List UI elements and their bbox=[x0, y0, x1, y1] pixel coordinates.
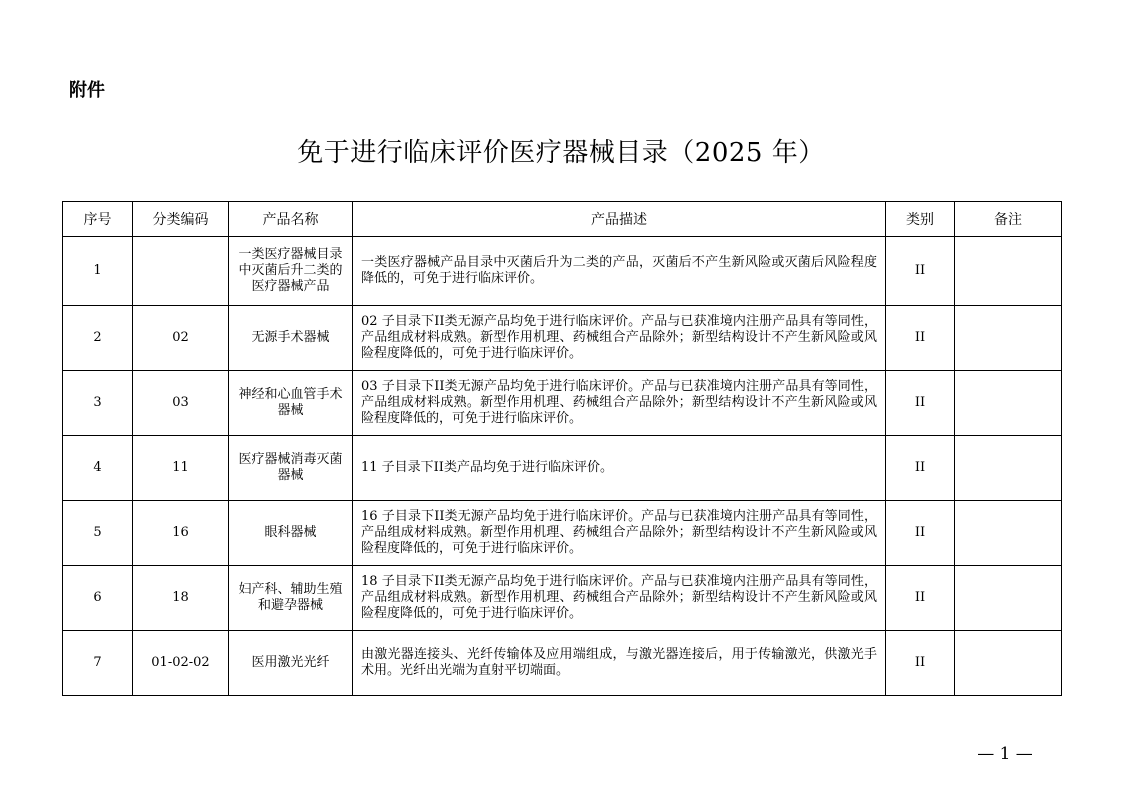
header-product-name: 产品名称 bbox=[229, 202, 353, 237]
cell-description: 02 子目录下II类无源产品均免于进行临床评价。产品与已获准境内注册产品具有等同性，产品组成材料成熟。新型作用机理、药械组合产品除外；新型结构设计不产生新风险或风险程度降低的，可免于进行临床评价。 bbox=[353, 306, 886, 371]
table-row bbox=[63, 631, 1062, 696]
table-row bbox=[63, 436, 1062, 501]
cell-product-name: 妇产科、辅助生殖和避孕器械 bbox=[229, 566, 353, 631]
table-row bbox=[63, 371, 1062, 436]
cell-class: II bbox=[886, 501, 955, 566]
cell-product-name: 医用激光光纤 bbox=[229, 631, 353, 696]
catalog-table bbox=[62, 201, 1062, 696]
table-row bbox=[63, 566, 1062, 631]
cell-class: II bbox=[886, 436, 955, 501]
cell-product-name: 一类医疗器械目录中灭菌后升二类的医疗器械产品 bbox=[229, 237, 353, 306]
cell-code bbox=[133, 237, 229, 306]
cell-remarks bbox=[955, 566, 1062, 631]
cell-remarks bbox=[955, 631, 1062, 696]
cell-code: 03 bbox=[133, 371, 229, 436]
header-serial: 序号 bbox=[63, 202, 133, 237]
header-remarks: 备注 bbox=[955, 202, 1062, 237]
cell-serial: 7 bbox=[63, 631, 133, 696]
cell-serial: 2 bbox=[63, 306, 133, 371]
cell-description: 03 子目录下II类无源产品均免于进行临床评价。产品与已获准境内注册产品具有等同性，产品组成材料成熟。新型作用机理、药械组合产品除外；新型结构设计不产生新风险或风险程度降低的，可免于进行临床评价。 bbox=[353, 371, 886, 436]
table-header-row bbox=[63, 202, 1062, 237]
header-category-code: 分类编码 bbox=[133, 202, 229, 237]
cell-class: II bbox=[886, 631, 955, 696]
cell-remarks bbox=[955, 436, 1062, 501]
document-title: 免于进行临床评价医疗器械目录（2025 年） bbox=[297, 138, 825, 168]
cell-code: 18 bbox=[133, 566, 229, 631]
cell-class: II bbox=[886, 371, 955, 436]
attachment-label: 附件 bbox=[69, 80, 105, 101]
cell-product-name: 医疗器械消毒灭菌器械 bbox=[229, 436, 353, 501]
cell-code: 02 bbox=[133, 306, 229, 371]
page-number: — 1 — bbox=[977, 744, 1033, 764]
cell-description: 18 子目录下II类无源产品均免于进行临床评价。产品与已获准境内注册产品具有等同性，产品组成材料成熟。新型作用机理、药械组合产品除外；新型结构设计不产生新风险或风险程度降低的，可免于进行临床评价。 bbox=[353, 566, 886, 631]
cell-class: II bbox=[886, 306, 955, 371]
cell-class: II bbox=[886, 566, 955, 631]
header-class: 类别 bbox=[886, 202, 955, 237]
cell-product-name: 眼科器械 bbox=[229, 501, 353, 566]
header-product-description: 产品描述 bbox=[353, 202, 886, 237]
cell-serial: 4 bbox=[63, 436, 133, 501]
cell-remarks bbox=[955, 371, 1062, 436]
cell-code: 16 bbox=[133, 501, 229, 566]
cell-description: 11 子目录下II类产品均免于进行临床评价。 bbox=[353, 436, 886, 501]
cell-description: 16 子目录下II类无源产品均免于进行临床评价。产品与已获准境内注册产品具有等同性，产品组成材料成熟。新型作用机理、药械组合产品除外；新型结构设计不产生新风险或风险程度降低的，可免于进行临床评价。 bbox=[353, 501, 886, 566]
cell-class: II bbox=[886, 237, 955, 306]
cell-code: 11 bbox=[133, 436, 229, 501]
cell-remarks bbox=[955, 237, 1062, 306]
cell-serial: 5 bbox=[63, 501, 133, 566]
cell-remarks bbox=[955, 306, 1062, 371]
cell-serial: 1 bbox=[63, 237, 133, 306]
table-row bbox=[63, 501, 1062, 566]
table-row bbox=[63, 306, 1062, 371]
cell-product-name: 神经和心血管手术器械 bbox=[229, 371, 353, 436]
cell-serial: 3 bbox=[63, 371, 133, 436]
table-row bbox=[63, 237, 1062, 306]
cell-product-name: 无源手术器械 bbox=[229, 306, 353, 371]
cell-code: 01-02-02 bbox=[133, 631, 229, 696]
cell-remarks bbox=[955, 501, 1062, 566]
cell-description: 由激光器连接头、光纤传输体及应用端组成，与激光器连接后，用于传输激光，供激光手术用。光纤出光端为直射平切端面。 bbox=[353, 631, 886, 696]
cell-serial: 6 bbox=[63, 566, 133, 631]
cell-description: 一类医疗器械产品目录中灭菌后升为二类的产品，灭菌后不产生新风险或灭菌后风险程度降低的，可免于进行临床评价。 bbox=[353, 237, 886, 306]
